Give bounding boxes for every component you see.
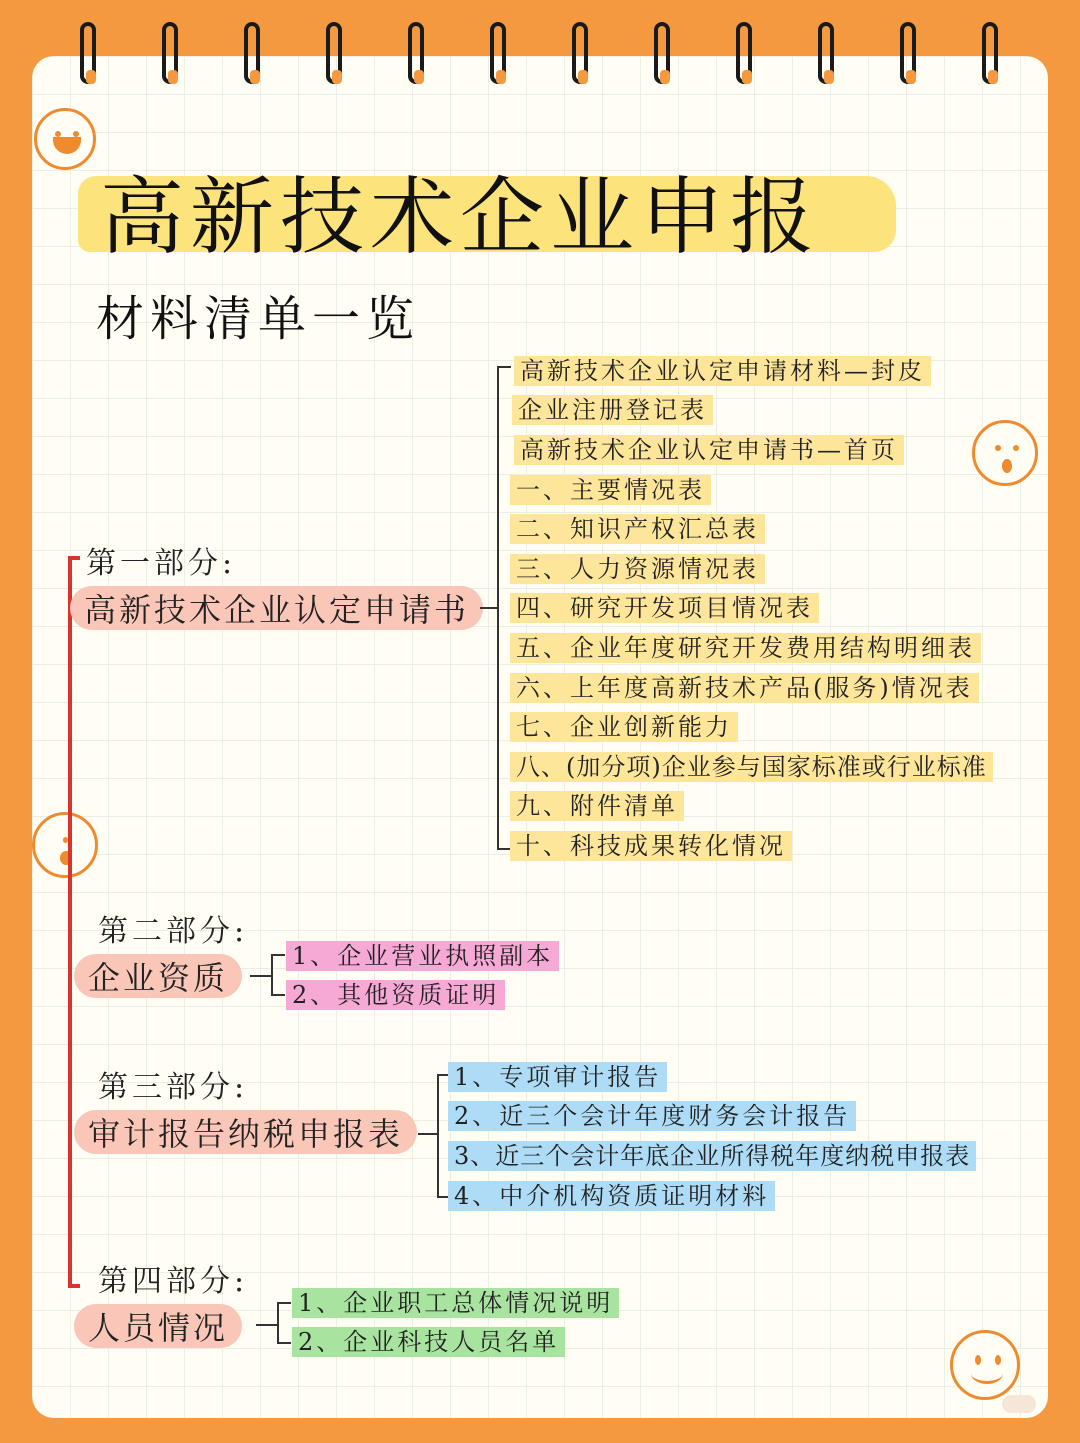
list-item: 七、企业创新能力 xyxy=(510,712,738,742)
list-item: 1、专项审计报告 xyxy=(448,1062,667,1092)
part-4-bracket xyxy=(277,1302,279,1344)
part-4-name: 人员情况 xyxy=(74,1304,242,1348)
page-subtitle: 材料清单一览 xyxy=(96,291,421,347)
list-item: 高新技术企业认定申请材料—封皮 xyxy=(514,356,931,386)
list-item: 四、研究开发项目情况表 xyxy=(510,593,819,623)
list-item: 2、近三个会计年度财务会计报告 xyxy=(448,1101,856,1131)
ring-icon xyxy=(654,22,670,84)
part-4-label: 第四部分: xyxy=(98,1264,249,1299)
list-item: 高新技术企业认定申请书—首页 xyxy=(514,435,904,465)
wink-face-icon xyxy=(32,812,98,878)
part-2-label: 第二部分: xyxy=(98,914,249,949)
main-connector xyxy=(68,556,72,1288)
part-3-bracket xyxy=(437,1074,439,1198)
list-item: 三、人力资源情况表 xyxy=(510,554,765,584)
part-3-name: 审计报告纳税申报表 xyxy=(74,1110,417,1154)
part-2-name: 企业资质 xyxy=(74,954,242,998)
watermark xyxy=(1002,1395,1036,1413)
smiley-face-icon xyxy=(34,108,96,170)
ring-icon xyxy=(982,22,998,84)
ring-icon xyxy=(818,22,834,84)
smiley-face-icon xyxy=(950,1330,1020,1400)
list-item: 一、主要情况表 xyxy=(510,475,711,505)
list-item: 2、企业科技人员名单 xyxy=(292,1327,565,1357)
ring-icon xyxy=(736,22,752,84)
ring-icon xyxy=(572,22,588,84)
ring-icon xyxy=(80,22,96,84)
ring-icon xyxy=(244,22,260,84)
part-1-label: 第一部分: xyxy=(86,546,237,581)
list-item: 五、企业年度研究开发费用结构明细表 xyxy=(510,633,981,663)
ring-icon xyxy=(326,22,342,84)
ring-icon xyxy=(162,22,178,84)
list-item: 1、企业营业执照副本 xyxy=(286,941,559,971)
list-item: 3、近三个会计年底企业所得税年度纳税申报表 xyxy=(448,1141,976,1171)
page-title: 高新技术企业申报 xyxy=(100,168,821,266)
part-3-label: 第三部分: xyxy=(98,1070,249,1105)
list-item: 九、附件清单 xyxy=(510,791,684,821)
list-item: 六、上年度高新技术产品(服务)情况表 xyxy=(510,673,979,703)
ring-icon xyxy=(408,22,424,84)
ring-icon xyxy=(490,22,506,84)
list-item: 1、企业职工总体情况说明 xyxy=(292,1288,619,1318)
list-item: 八、(加分项)企业参与国家标准或行业标准 xyxy=(510,752,993,782)
list-item: 2、其他资质证明 xyxy=(286,980,505,1010)
surprised-face-icon xyxy=(972,420,1038,486)
part-1-name: 高新技术企业认定申请书 xyxy=(70,586,483,630)
part-1-bracket xyxy=(497,366,499,850)
list-item: 企业注册登记表 xyxy=(512,395,713,425)
list-item: 十、科技成果转化情况 xyxy=(510,831,792,861)
part-2-bracket xyxy=(271,954,273,996)
list-item: 二、知识产权汇总表 xyxy=(510,514,765,544)
list-item: 4、中介机构资质证明材料 xyxy=(448,1181,775,1211)
ring-icon xyxy=(900,22,916,84)
